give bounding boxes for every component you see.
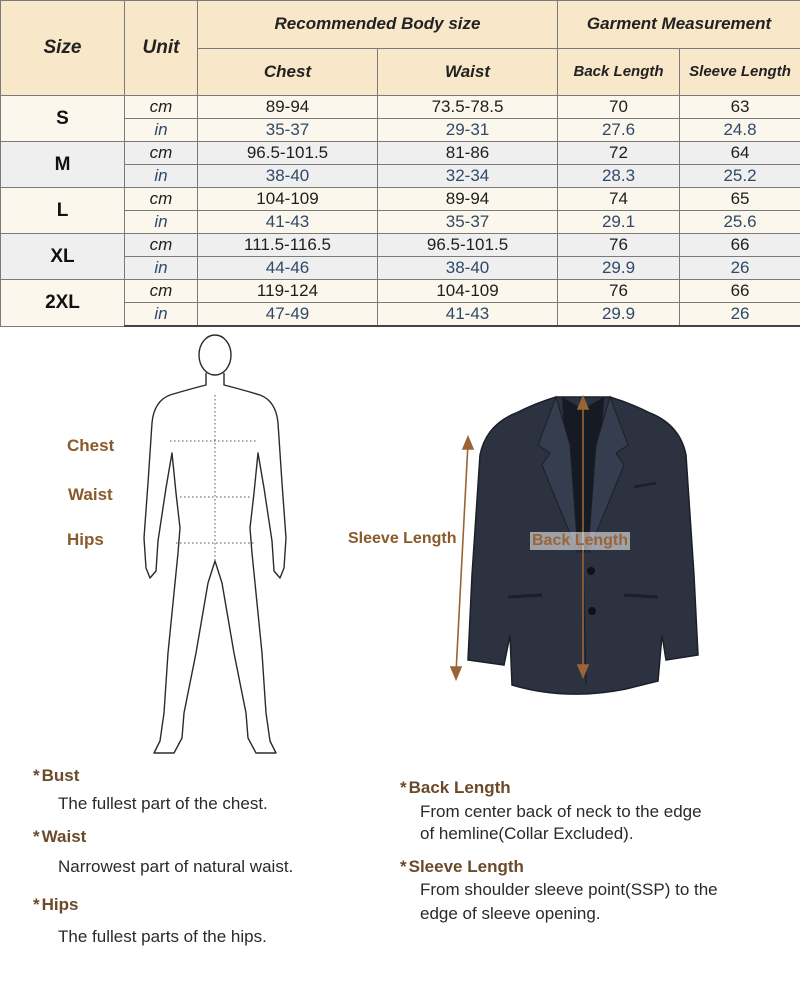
chest-measure-label: Chest [67, 436, 115, 455]
body-outline-illustration [130, 333, 300, 768]
back-length-cell: 29.9 [558, 303, 680, 327]
size-cell: 2XL [1, 280, 125, 327]
bust-title-text: Bust [41, 766, 80, 785]
sleeve-length-note-line-1: From shoulder sleeve point(SSP) to the [420, 880, 718, 899]
back-length-cell: 29.1 [558, 211, 680, 234]
table-row [1, 234, 800, 257]
hips-note-description: The fullest parts of the hips. [58, 927, 267, 946]
back-length-note-line-2: of hemline(Collar Excluded). [420, 824, 634, 843]
unit-cell: cm [125, 234, 198, 257]
waist-cell: 41-43 [378, 303, 558, 327]
waist-measure-label: Waist [68, 485, 113, 504]
waist-cell: 32-34 [378, 165, 558, 188]
waist-header: Waist [378, 48, 558, 96]
chest-cell: 119-124 [198, 280, 378, 303]
waist-cell: 104-109 [378, 280, 558, 303]
sleeve-length-cell: 25.2 [680, 165, 800, 188]
garment-group-header: Garment Measurement [558, 1, 800, 49]
chest-cell: 47-49 [198, 303, 378, 327]
unit-cell: in [125, 119, 198, 142]
size-cell: XL [1, 234, 125, 280]
size-cell: L [1, 188, 125, 234]
chest-header: Chest [198, 48, 378, 96]
asterisk-icon: * [33, 895, 40, 914]
unit-cell: in [125, 303, 198, 327]
unit-cell: cm [125, 96, 198, 119]
back-length-cell: 74 [558, 188, 680, 211]
sleeve-length-cell: 24.8 [680, 119, 800, 142]
chest-cell: 35-37 [198, 119, 378, 142]
unit-header: Unit [125, 1, 198, 96]
chest-cell: 41-43 [198, 211, 378, 234]
back-length-title-text: Back Length [408, 778, 511, 797]
back-length-note-line-1: From center back of neck to the edge [420, 802, 702, 821]
bust-note-title [33, 766, 79, 786]
asterisk-icon: * [33, 827, 40, 846]
waist-note-description: Narrowest part of natural waist. [58, 857, 294, 876]
back-length-header: Back Length [558, 48, 680, 96]
sleeve-length-cell: 26 [680, 303, 800, 327]
unit-cell: cm [125, 188, 198, 211]
asterisk-icon: * [400, 857, 407, 876]
sleeve-length-header: Sleeve Length [680, 48, 800, 96]
waist-title-text: Waist [41, 827, 87, 846]
sleeve-length-cell: 63 [680, 96, 800, 119]
chest-cell: 38-40 [198, 165, 378, 188]
back-length-note-title [400, 778, 511, 798]
back-length-cell: 28.3 [558, 165, 680, 188]
back-length-cell: 72 [558, 142, 680, 165]
unit-cell: cm [125, 280, 198, 303]
sleeve-length-note-title [400, 857, 524, 877]
unit-cell: in [125, 165, 198, 188]
size-cell: M [1, 142, 125, 188]
waist-cell: 96.5-101.5 [378, 234, 558, 257]
asterisk-icon: * [33, 766, 40, 785]
table-row [1, 142, 800, 165]
sleeve-length-cell: 26 [680, 257, 800, 280]
hips-measure-label: Hips [67, 530, 104, 549]
table-row [1, 280, 800, 303]
back-length-measure-label: Back Length [532, 532, 629, 549]
waist-cell: 81-86 [378, 142, 558, 165]
unit-cell: in [125, 257, 198, 280]
table-row [1, 188, 800, 211]
waist-cell: 35-37 [378, 211, 558, 234]
asterisk-icon: * [400, 778, 407, 797]
size-chart-table [0, 0, 800, 327]
sleeve-length-note-line-2: edge of sleeve opening. [420, 904, 601, 923]
table-row [1, 96, 800, 119]
back-length-cell: 27.6 [558, 119, 680, 142]
sleeve-length-cell: 25.6 [680, 211, 800, 234]
back-length-cell: 29.9 [558, 257, 680, 280]
bust-note-description: The fullest part of the chest. [58, 794, 268, 813]
sleeve-length-title-text: Sleeve Length [408, 857, 524, 876]
hips-note-title [33, 895, 78, 915]
back-length-cell: 76 [558, 280, 680, 303]
sleeve-length-cell: 64 [680, 142, 800, 165]
back-length-cell: 76 [558, 234, 680, 257]
size-cell: S [1, 96, 125, 142]
sleeve-length-cell: 66 [680, 234, 800, 257]
body-size-group-header: Recommended Body size [198, 1, 558, 49]
unit-cell: cm [125, 142, 198, 165]
waist-note-title [33, 827, 86, 847]
waist-cell: 73.5-78.5 [378, 96, 558, 119]
chest-cell: 89-94 [198, 96, 378, 119]
waist-cell: 38-40 [378, 257, 558, 280]
size-header: Size [1, 1, 125, 96]
sleeve-length-measure-label: Sleeve Length [348, 530, 457, 547]
hips-title-text: Hips [41, 895, 79, 914]
waist-cell: 89-94 [378, 188, 558, 211]
chest-cell: 44-46 [198, 257, 378, 280]
sleeve-length-cell: 66 [680, 280, 800, 303]
back-length-cell: 70 [558, 96, 680, 119]
chest-cell: 111.5-116.5 [198, 234, 378, 257]
unit-cell: in [125, 211, 198, 234]
sleeve-length-cell: 65 [680, 188, 800, 211]
chest-cell: 96.5-101.5 [198, 142, 378, 165]
chest-cell: 104-109 [198, 188, 378, 211]
waist-cell: 29-31 [378, 119, 558, 142]
